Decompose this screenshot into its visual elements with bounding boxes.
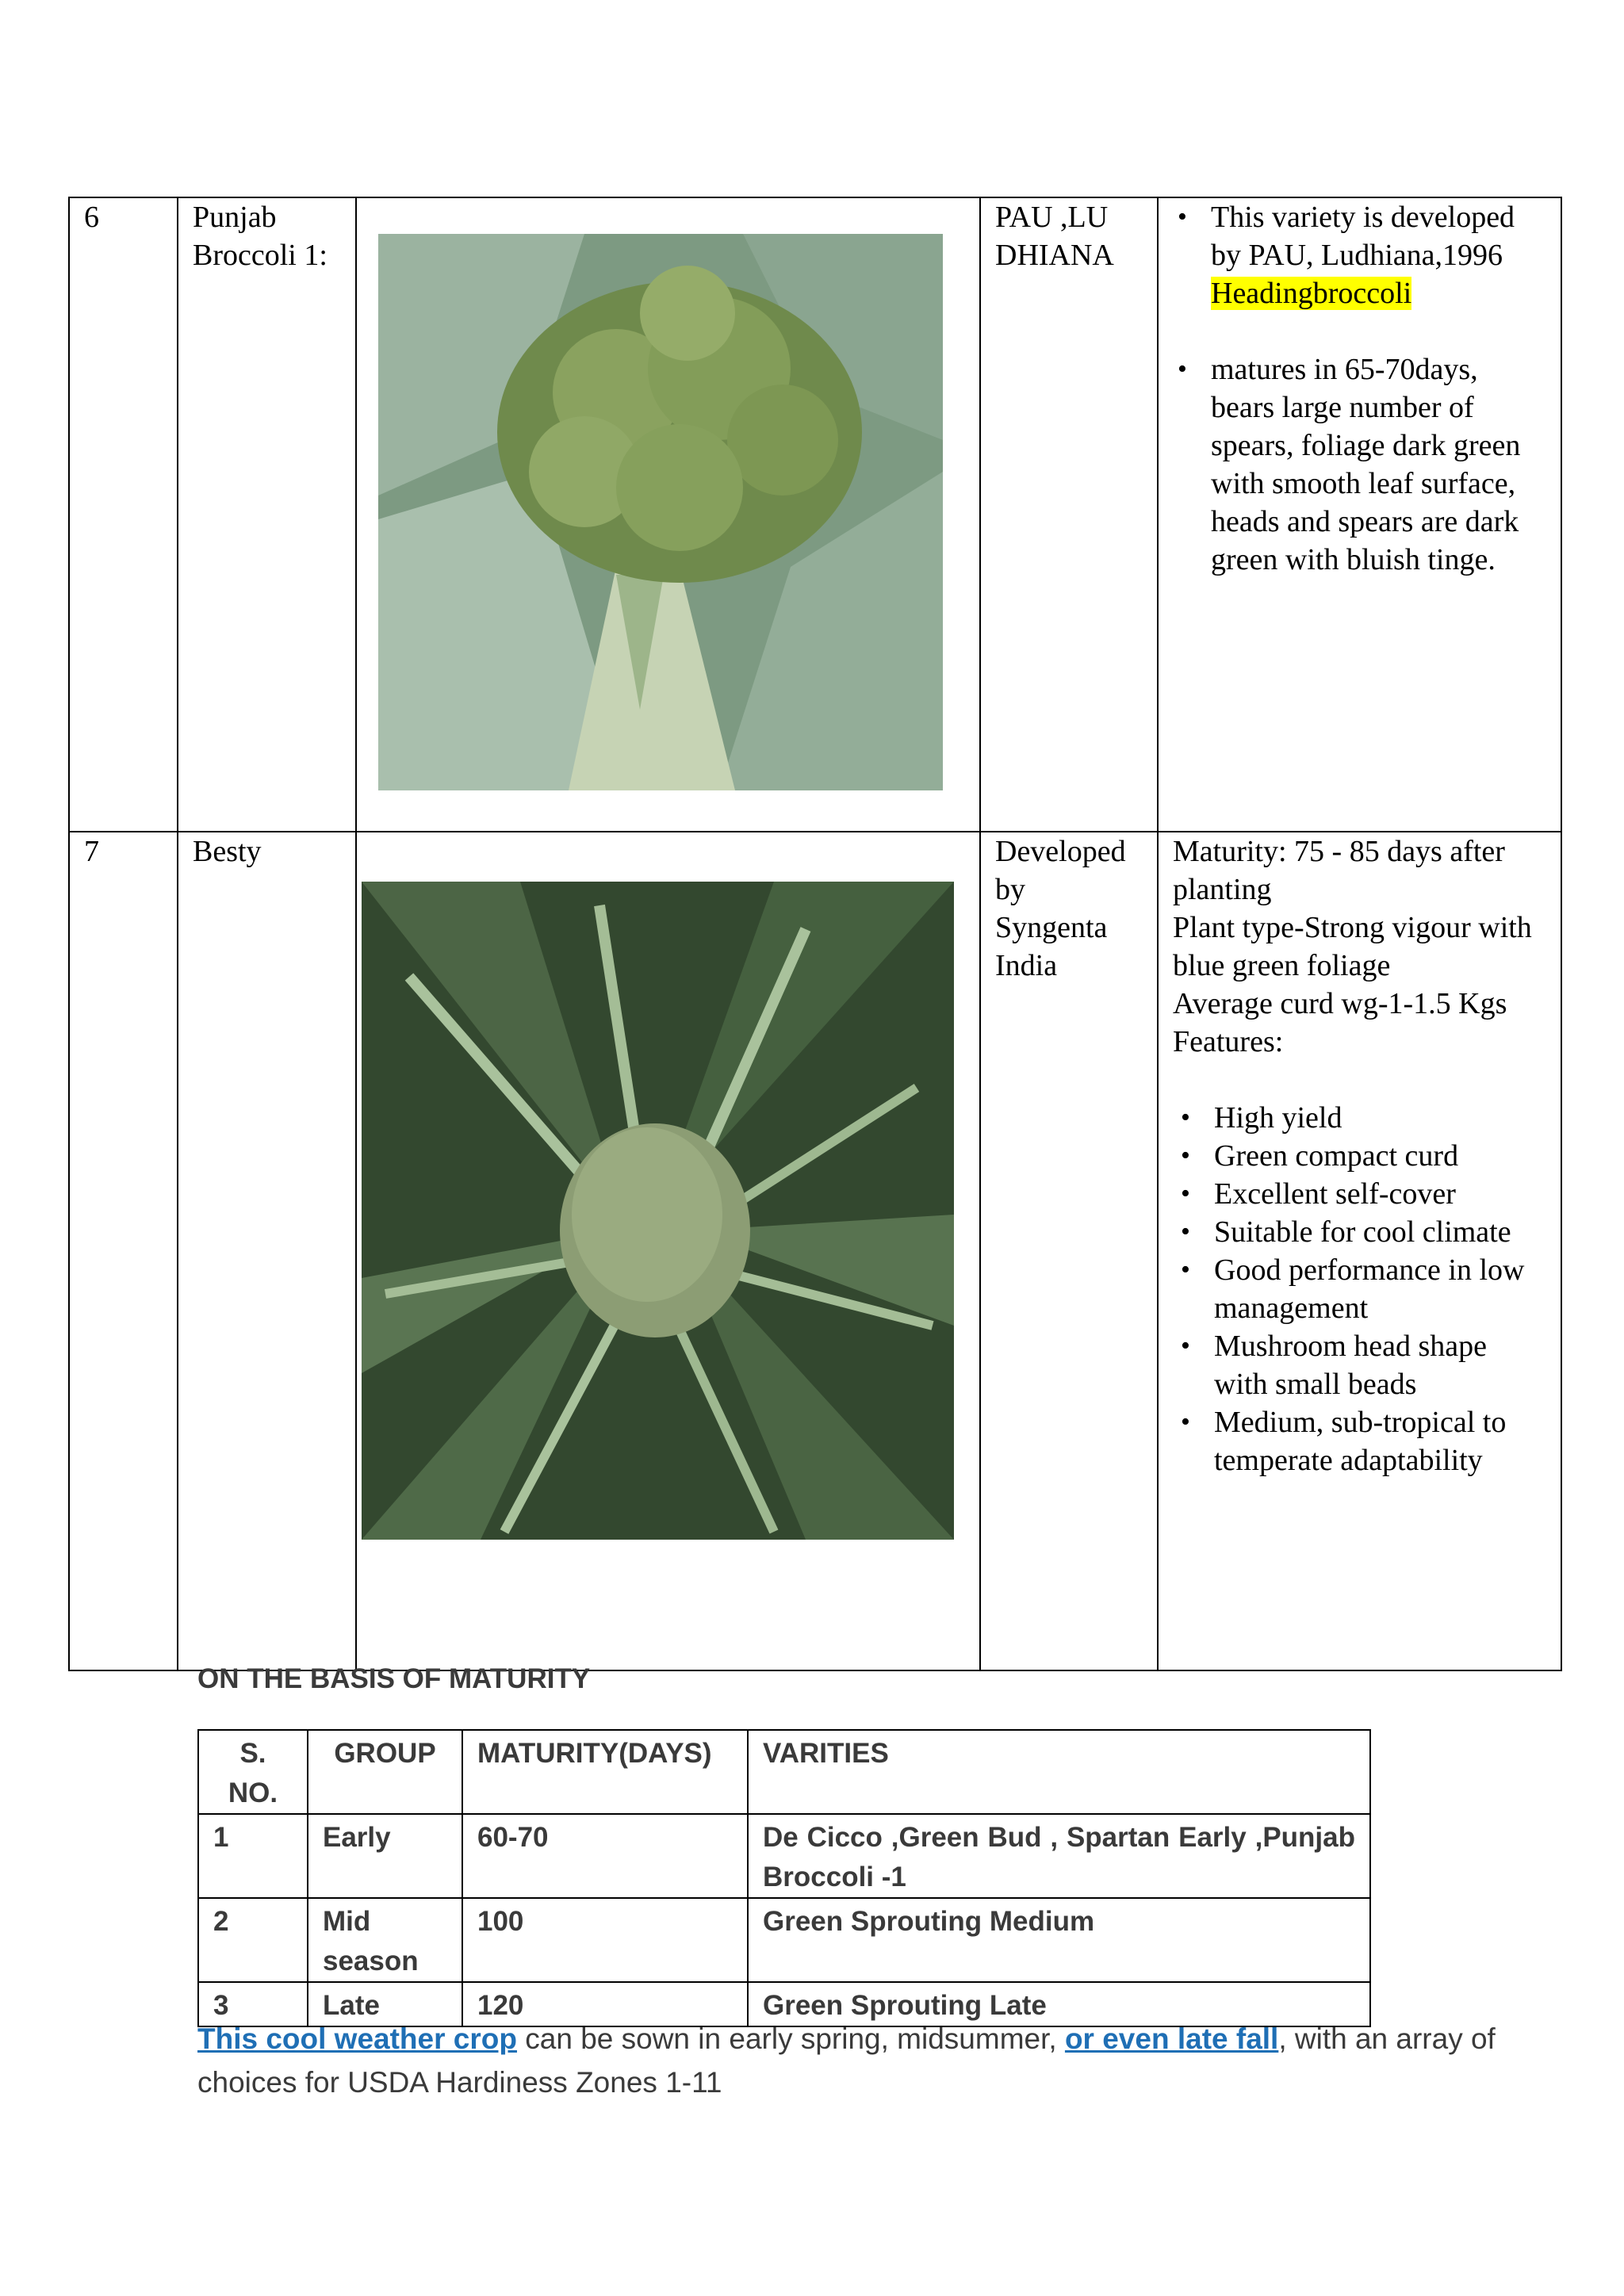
- table-cell: 100: [462, 1898, 748, 1982]
- description-line: Maturity: 75 - 85 days after planting: [1173, 835, 1505, 906]
- broccoli-plant-photo: [362, 882, 954, 1540]
- paragraph-text: can be sown in early spring, midsummer,: [516, 2022, 1065, 2055]
- variety-photo-cell: [356, 832, 980, 1670]
- table-cell: Green Sprouting Medium: [748, 1898, 1370, 1982]
- description-line: Features:: [1173, 1025, 1284, 1058]
- variety-photo-cell: [356, 197, 980, 832]
- table-cell: 3: [198, 1982, 308, 2026]
- description: [1158, 832, 1561, 1670]
- broccoli-head-photo: [378, 234, 943, 790]
- table-cell: Mid season: [308, 1898, 462, 1982]
- description-text: This variety is developed by PAU, Ludhiana,1996: [1211, 201, 1515, 272]
- table-row: [69, 832, 1561, 1670]
- column-header: MATURITY(DAYS): [462, 1730, 748, 1814]
- table-header-row: [198, 1730, 1370, 1814]
- highlighted-text: Headingbroccoli: [1211, 277, 1412, 310]
- serial-number: 6: [69, 197, 178, 832]
- list-item: • Green compact curd: [1214, 1137, 1546, 1175]
- paragraph-text: , with an array of choices for USDA Hardiness Zones 1-11: [197, 2022, 1496, 2099]
- developer: Developed by Syngenta India: [980, 832, 1158, 1670]
- table-cell: 2: [198, 1898, 308, 1982]
- description-line: Average curd wg-1-1.5 Kgs: [1173, 987, 1507, 1020]
- table-cell: 1: [198, 1814, 308, 1898]
- serial-number: 7: [69, 832, 178, 1670]
- table-cell: De Cicco ,Green Bud , Spartan Early ,Punjab Broccoli -1: [748, 1814, 1370, 1898]
- description-text: matures in 65-70days, bears large number of spears, foliage dark green with smooth leaf surface, heads and spears are dark green with bluish tinge.: [1211, 353, 1521, 576]
- list-item: • Mushroom head shape with small beads: [1214, 1327, 1546, 1403]
- description: [1158, 197, 1561, 832]
- footer-paragraph: [197, 2017, 1498, 2104]
- variety-name: Besty: [178, 832, 356, 1670]
- column-header: VARITIES: [748, 1730, 1370, 1814]
- table-row: [69, 197, 1561, 832]
- developer: PAU ,LU DHIANA: [980, 197, 1158, 832]
- maturity-table: [197, 1729, 1371, 2027]
- list-item: • Medium, sub-tropical to temperate adaptability: [1214, 1403, 1546, 1479]
- cool-weather-crop-link[interactable]: This cool weather crop: [197, 2022, 517, 2055]
- table-cell: Early: [308, 1814, 462, 1898]
- list-item: [1211, 198, 1546, 312]
- table-row: [198, 1898, 1370, 1982]
- table-cell: Green Sprouting Late: [748, 1982, 1370, 2026]
- list-item: • Excellent self-cover: [1214, 1175, 1546, 1213]
- features-list: [1159, 1099, 1546, 1479]
- table-row: [198, 1814, 1370, 1898]
- description-line: Plant type-Strong vigour with blue green foliage: [1173, 911, 1532, 982]
- description-list: [1173, 198, 1546, 579]
- section-heading: ON THE BASIS OF MATURITY: [197, 1663, 591, 1694]
- broccoli-head-image: [378, 234, 943, 790]
- variety-table: [68, 197, 1562, 1671]
- table-cell: Late: [308, 1982, 462, 2026]
- list-item: • Suitable for cool climate: [1214, 1213, 1546, 1251]
- broccoli-plant-image: [362, 882, 954, 1540]
- table-cell: 60-70: [462, 1814, 748, 1898]
- list-item: [1211, 350, 1546, 579]
- list-item: • Good performance in low management: [1214, 1251, 1546, 1327]
- late-fall-link[interactable]: or even late fall: [1064, 2022, 1279, 2055]
- column-header: GROUP: [308, 1730, 462, 1814]
- column-header: S. NO.: [198, 1730, 308, 1814]
- table-cell: 120: [462, 1982, 748, 2026]
- list-item: • High yield: [1214, 1099, 1546, 1137]
- variety-name: Punjab Broccoli 1:: [178, 197, 356, 832]
